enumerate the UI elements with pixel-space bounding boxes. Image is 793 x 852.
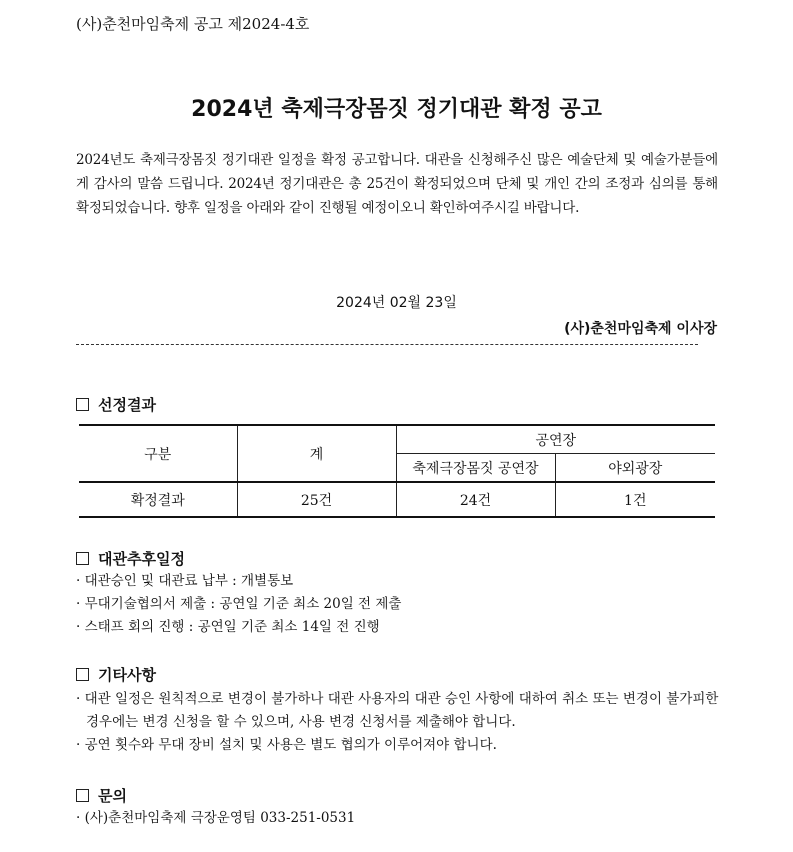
table-header-category: 구분: [79, 425, 237, 482]
notice-number: (사)춘천마임축제 공고 제2024-4호: [76, 15, 310, 33]
section-heading-selection: [76, 394, 156, 415]
table-header-venue-2: 야외광장: [555, 454, 715, 483]
table-cell-total: 25건: [237, 482, 396, 517]
table-header-venue-group: 공연장: [396, 425, 715, 454]
list-item: · 공연 횟수와 무대 장비 설치 및 사용은 별도 협의가 이루어져야 합니다.: [76, 737, 497, 753]
section-heading-contact: [76, 785, 127, 806]
section-heading-label: 대관추후일정: [98, 550, 185, 568]
checkbox-square-icon: [76, 789, 89, 802]
contact-list: [76, 807, 355, 830]
table-cell-label: 확정결과: [79, 482, 237, 517]
list-item: · 대관 일정은 원칙적으로 변경이 불가하나 대관 사용자의 대관 승인 사항에 대하여 취소 또는 변경이 불가피한 경우에는 변경 신청을 할 수 있으며, 사용 변경 신청서를 제출해야 합니다.: [76, 691, 719, 730]
list-item: · 대관승인 및 대관료 납부 : 개별통보: [76, 573, 294, 589]
intro-paragraph: 2024년도 축제극장몸짓 정기대관 일정을 확정 공고합니다. 대관을 신청해주신 많은 예술단체 및 예술가분들에게 감사의 말씀 드립니다. 2024년 정기대관은 총 25건이 확정되었으며 단체 및 개인 간의 조정과 심의를 통해 확정되었습니다. 향후 일정을 아래와 같이 진행될 예정이오니 확인하여주시길 바랍니다.: [76, 152, 718, 216]
section-heading-label: 선정결과: [98, 396, 156, 414]
result-table: [79, 424, 715, 518]
checkbox-square-icon: [76, 668, 89, 681]
list-item: · (사)춘천마임축제 극장운영팀 033-251-0531: [76, 810, 356, 826]
section-heading-label: 문의: [98, 787, 127, 805]
list-item: · 무대기술협의서 제출 : 공연일 기준 최소 20일 전 제출: [76, 596, 402, 612]
other-list: [76, 688, 728, 757]
page-title: 2024년 축제극장몸짓 정기대관 확정 공고: [191, 97, 602, 122]
dashed-divider: [76, 344, 698, 345]
table-cell-venue-2: 1건: [555, 482, 715, 517]
list-item: · 스태프 회의 진행 : 공연일 기준 최소 14일 전 진행: [76, 619, 380, 635]
announcement-date: 2024년 02월 23일: [336, 295, 457, 311]
table-cell-venue-1: 24건: [396, 482, 555, 517]
table-row: [79, 482, 715, 517]
schedule-list: [76, 570, 401, 639]
section-heading-schedule: [76, 548, 185, 569]
section-heading-label: 기타사항: [98, 666, 156, 684]
checkbox-square-icon: [76, 398, 89, 411]
table-header-venue-1: 축제극장몸짓 공연장: [396, 454, 555, 483]
table-header-total: 계: [237, 425, 396, 482]
checkbox-square-icon: [76, 552, 89, 565]
signer: (사)춘천마임축제 이사장: [564, 321, 717, 337]
section-heading-other: [76, 664, 156, 685]
